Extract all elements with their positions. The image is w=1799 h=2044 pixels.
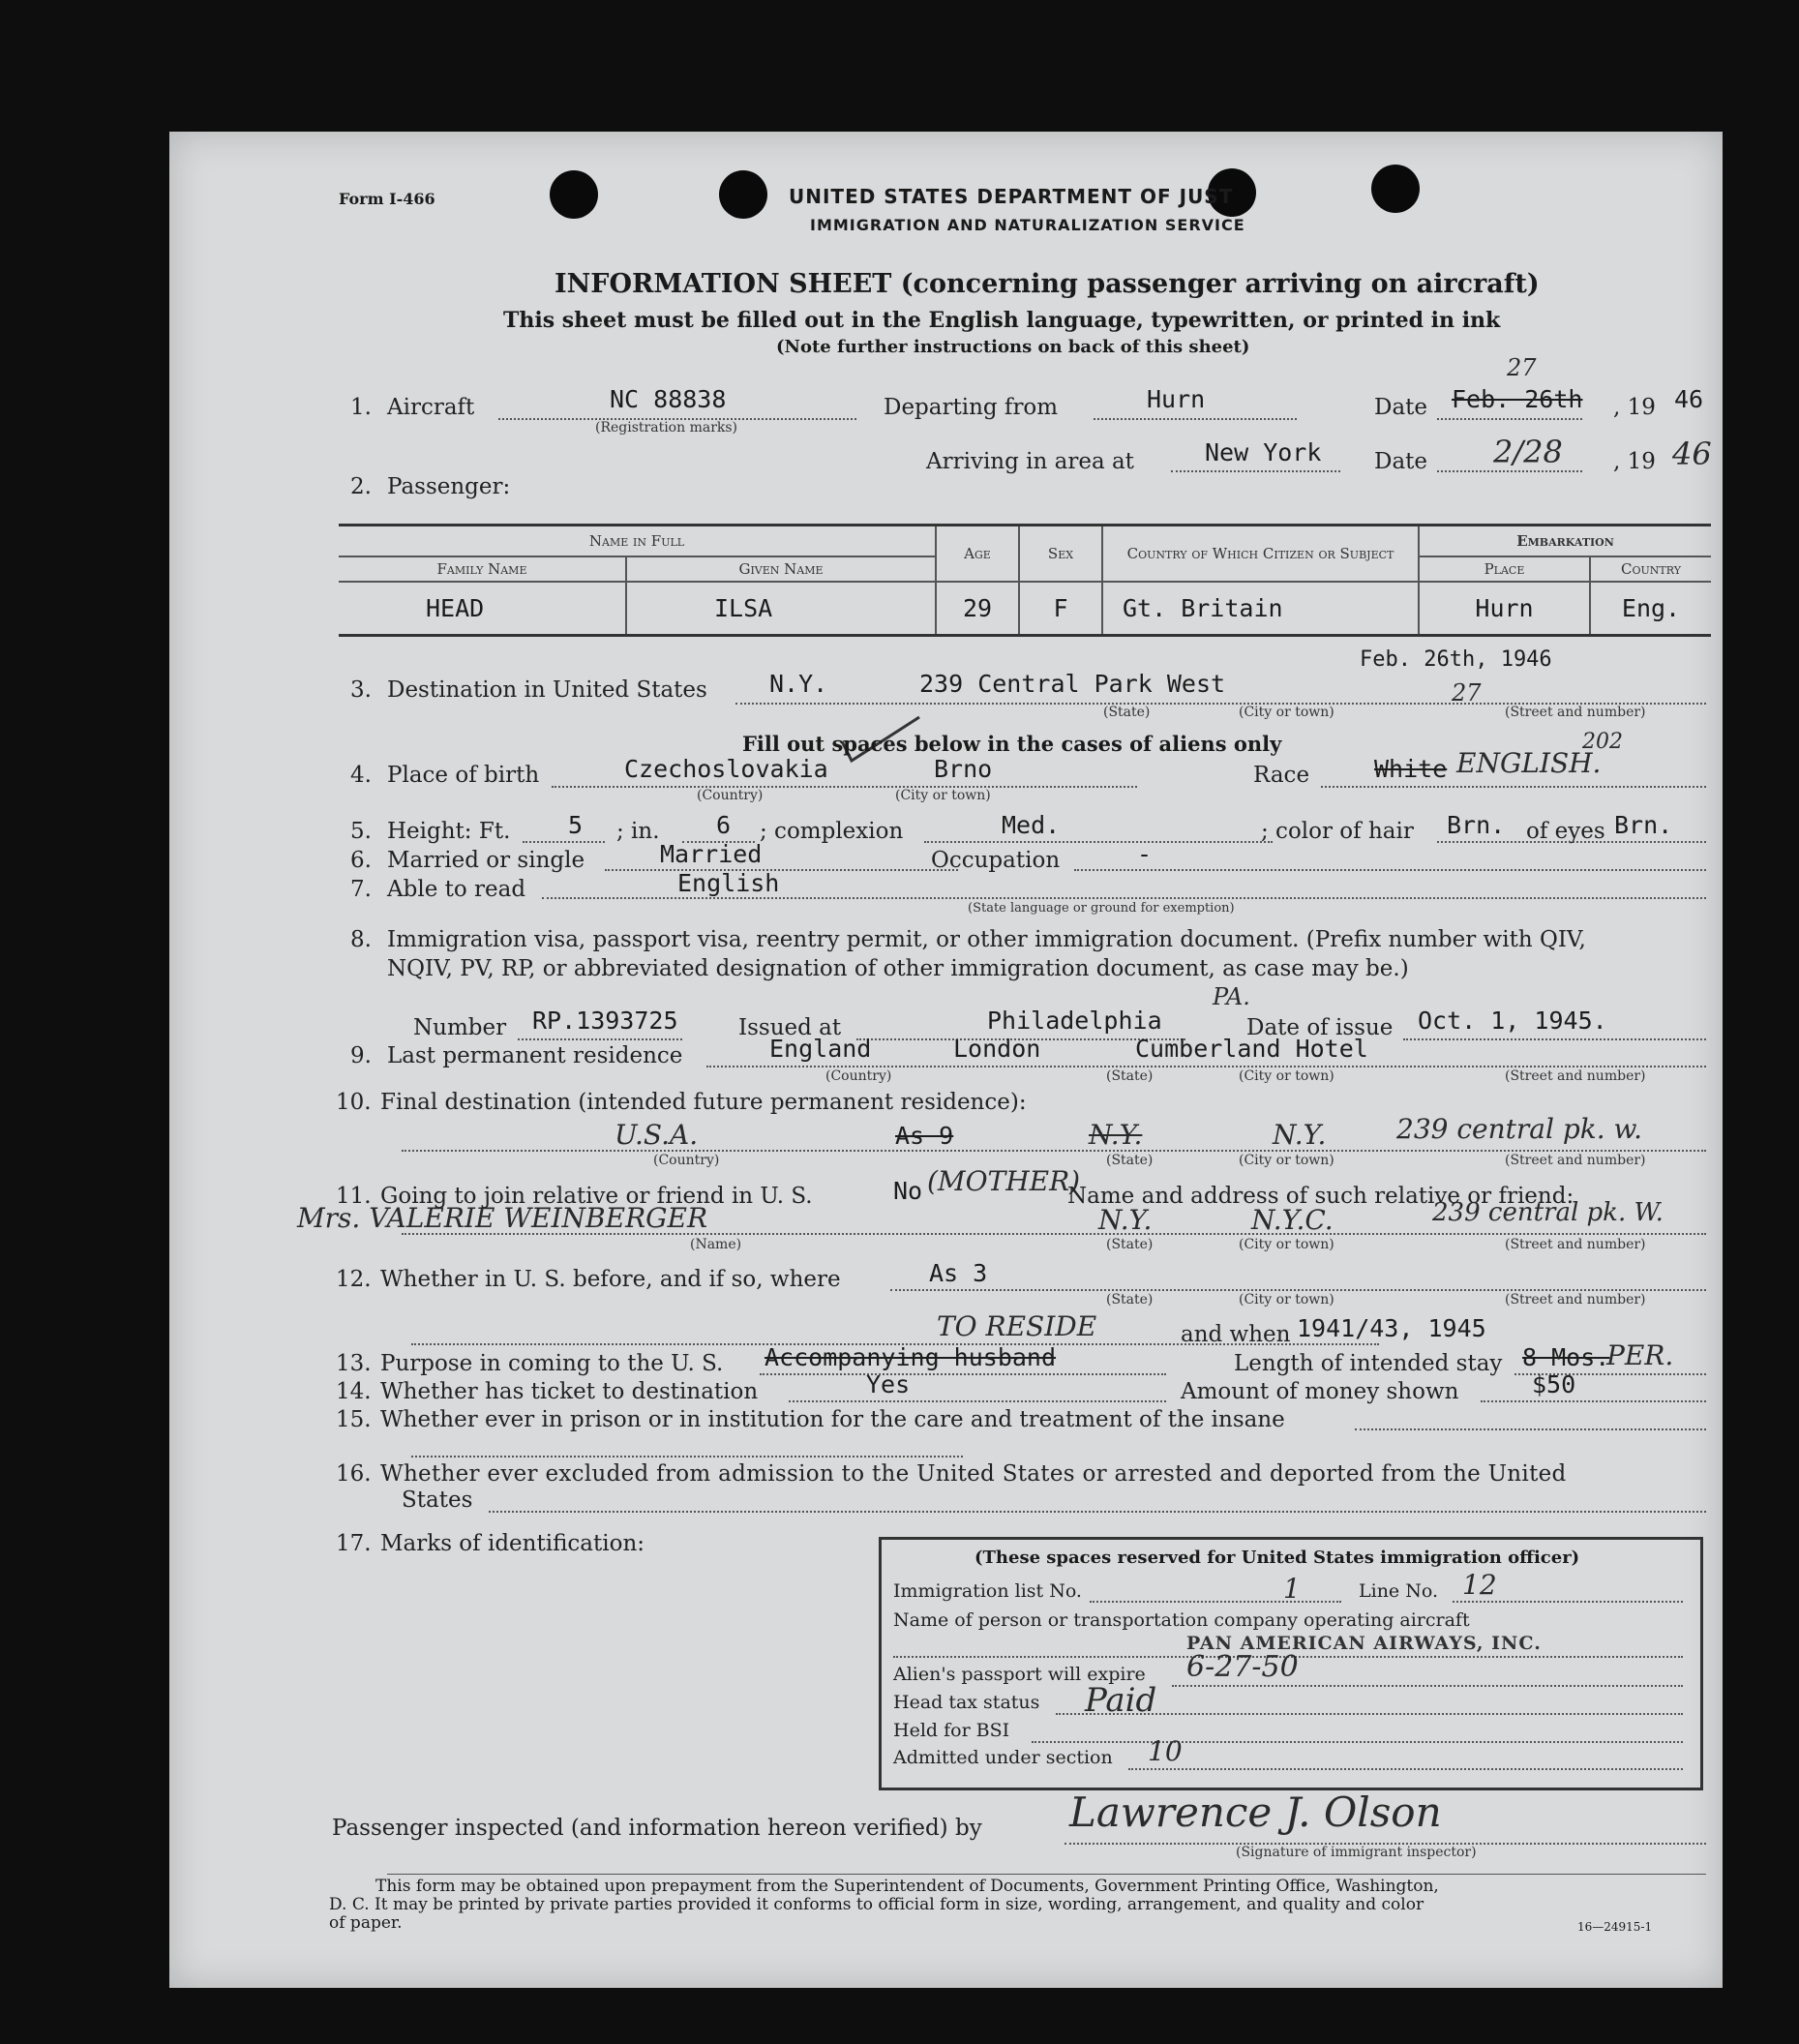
residence-label: Last permanent residence bbox=[387, 1043, 683, 1068]
departure-year: 46 bbox=[1674, 385, 1704, 413]
purpose-label: Purpose in coming to the U. S. bbox=[380, 1351, 724, 1376]
residence-state-caption: (State) bbox=[1106, 1068, 1154, 1084]
embark-country-cell: Eng. bbox=[1590, 582, 1711, 635]
when-value: 1941/43, 1945 bbox=[1297, 1314, 1486, 1342]
q3-number: 3. bbox=[350, 677, 372, 703]
read-caption: (State language or ground for exemption) bbox=[968, 901, 1235, 916]
marital-value: Married bbox=[660, 840, 763, 868]
arrival-date-label: Date bbox=[1374, 449, 1428, 474]
place-header: Place bbox=[1419, 556, 1590, 582]
hair-value: Brn. bbox=[1447, 811, 1506, 839]
relative-city-caption: (City or town) bbox=[1239, 1237, 1334, 1252]
section-value: 10 bbox=[1148, 1735, 1183, 1767]
citizen-cell: Gt. Britain bbox=[1102, 582, 1419, 635]
q10-number: 10. bbox=[336, 1090, 372, 1115]
q9-number: 9. bbox=[350, 1043, 372, 1068]
form-number: Form I-466 bbox=[339, 190, 435, 208]
final-street: 239 central pk. w. bbox=[1396, 1113, 1643, 1145]
eyes-value: Brn. bbox=[1614, 811, 1673, 839]
birth-city: Brno bbox=[934, 755, 993, 783]
visa-text-1: Immigration visa, passport visa, reentry permit, or other immigration document. (Prefix number with QIV, bbox=[387, 927, 1586, 952]
q16-number: 16. bbox=[336, 1461, 372, 1487]
q13-number: 13. bbox=[336, 1351, 372, 1376]
money-label: Amount of money shown bbox=[1181, 1379, 1459, 1404]
immigration-list-label: Immigration list No. bbox=[893, 1580, 1082, 1602]
visa-number: RP.1393725 bbox=[532, 1007, 678, 1035]
race-typed: White bbox=[1374, 755, 1448, 783]
q8-number: 8. bbox=[350, 927, 372, 952]
passport-expire-value: 6-27-50 bbox=[1186, 1650, 1299, 1684]
residence-city: Cumberland Hotel bbox=[1135, 1035, 1368, 1063]
departing-value: Hurn bbox=[1147, 385, 1206, 413]
departure-date-correction: 27 bbox=[1507, 354, 1537, 381]
instruction-line: This sheet must be filled out in the English language, typewritten, or printed in ink bbox=[503, 308, 1501, 333]
carrier-label: Name of person or transportation company operating aircraft bbox=[893, 1609, 1470, 1631]
q4-number: 4. bbox=[350, 763, 372, 788]
signature-caption: (Signature of immigrant inspector) bbox=[1236, 1845, 1477, 1860]
height-feet: 5 bbox=[568, 811, 584, 839]
hair-label: ; color of hair bbox=[1261, 819, 1414, 844]
q11-number: 11. bbox=[336, 1184, 372, 1209]
race-label: Race bbox=[1253, 763, 1310, 788]
birth-city-caption: (City or town) bbox=[895, 788, 991, 803]
issued-state: PA. bbox=[1213, 983, 1250, 1010]
punch-hole bbox=[550, 170, 598, 219]
punch-hole bbox=[1371, 165, 1420, 213]
punch-hole bbox=[719, 170, 767, 219]
relative-street: 239 central pk. W. bbox=[1432, 1198, 1664, 1227]
relative-hand: (MOTHER) bbox=[927, 1165, 1081, 1197]
arriving-label: Arriving in area at bbox=[926, 449, 1134, 474]
given-name-cell: ILSA bbox=[626, 582, 936, 635]
inspected-label: Passenger inspected (and information hereon verified) by bbox=[332, 1816, 982, 1841]
identification-label: Marks of identification: bbox=[380, 1531, 645, 1556]
occupation-value: - bbox=[1137, 840, 1153, 868]
visa-text-2: NQIV, PV, RP, or abbreviated designation of other immigration document, as case may be.) bbox=[387, 956, 1409, 981]
relative-typed: No bbox=[893, 1177, 923, 1205]
race-handwritten: ENGLISH. bbox=[1456, 747, 1602, 779]
relative-address-label: Name and address of such relative or friend: bbox=[1067, 1184, 1574, 1209]
visa-number-label: Number bbox=[413, 1015, 507, 1040]
footer-line-2: D. C. It may be printed by private parties provided it conforms to official form in size, wording, arrangement, and quality and color bbox=[329, 1895, 1424, 1914]
embark-place-cell: Hurn bbox=[1419, 582, 1590, 635]
issue-date: Oct. 1, 1945. bbox=[1418, 1007, 1607, 1035]
q14-number: 14. bbox=[336, 1379, 372, 1404]
eyes-label: of eyes bbox=[1526, 819, 1605, 844]
residence-street-caption: (Street and number) bbox=[1505, 1068, 1646, 1084]
previous-state-caption: (State) bbox=[1106, 1292, 1154, 1308]
final-street-caption: (Street and number) bbox=[1505, 1153, 1646, 1168]
residence-city-caption: (City or town) bbox=[1239, 1068, 1334, 1084]
marital-label: Married or single bbox=[387, 848, 585, 873]
q5-number: 5. bbox=[350, 819, 372, 844]
arrival-year-prefix: , 19 bbox=[1613, 449, 1656, 474]
final-state: N.Y. bbox=[1089, 1119, 1143, 1151]
destination-city-caption: (City or town) bbox=[1239, 705, 1334, 720]
agency-name: UNITED STATES DEPARTMENT OF JUST bbox=[789, 185, 1234, 208]
arriving-value: New York bbox=[1205, 438, 1322, 466]
footer-line-3: of paper. bbox=[329, 1913, 403, 1933]
destination-state-caption: (State) bbox=[1103, 705, 1151, 720]
issue-date-label: Date of issue bbox=[1246, 1015, 1394, 1040]
ticket-label: Whether has ticket to destination bbox=[380, 1379, 759, 1404]
final-city-caption: (City or town) bbox=[1239, 1153, 1334, 1168]
destination-label: Destination in United States bbox=[387, 677, 707, 703]
date-label: Date bbox=[1374, 395, 1428, 420]
q17-number: 17. bbox=[336, 1531, 372, 1556]
family-name-cell: HEAD bbox=[426, 593, 485, 622]
height-label: Height: Ft. bbox=[387, 819, 511, 844]
previous-city-caption: (City or town) bbox=[1239, 1292, 1334, 1308]
purpose-value: Accompanying husband bbox=[765, 1343, 1057, 1371]
excluded-label: Whether ever excluded from admission to the United States or arrested and deported from the United bbox=[380, 1461, 1567, 1487]
previous-stay-label: Whether in U. S. before, and if so, where bbox=[380, 1267, 841, 1292]
given-name-header: Given Name bbox=[626, 556, 936, 582]
birthplace-label: Place of birth bbox=[387, 763, 540, 788]
line-number-label: Line No. bbox=[1359, 1580, 1438, 1602]
relative-street-caption: (Street and number) bbox=[1505, 1237, 1646, 1252]
prison-label: Whether ever in prison or in institution for the care and treatment of the insane bbox=[380, 1407, 1285, 1432]
final-country-caption: (Country) bbox=[653, 1153, 720, 1168]
relative-name: Mrs. VALERIE WEINBERGER bbox=[297, 1202, 708, 1234]
head-tax-value: Paid bbox=[1085, 1681, 1157, 1720]
final-typed: As 9 bbox=[895, 1122, 954, 1150]
relative-city: N.Y.C. bbox=[1251, 1204, 1334, 1236]
instruction-note: (Note further instructions on back of this sheet) bbox=[776, 337, 1250, 357]
age-cell: 29 bbox=[936, 582, 1019, 635]
date-note: Feb. 26th, 1946 bbox=[1360, 647, 1552, 672]
country-header: Country bbox=[1590, 556, 1711, 582]
name-in-full-header: Name in Full bbox=[588, 532, 685, 550]
head-tax-label: Head tax status bbox=[893, 1692, 1040, 1713]
issued-value: Philadelphia bbox=[987, 1007, 1162, 1035]
birth-country-caption: (Country) bbox=[697, 788, 764, 803]
read-value: English bbox=[677, 869, 780, 897]
residence-country-caption: (Country) bbox=[825, 1068, 892, 1084]
complexion-label: ; complexion bbox=[760, 819, 904, 844]
residence-country: England bbox=[769, 1035, 872, 1063]
q2-number: 2. bbox=[350, 474, 372, 499]
departing-label: Departing from bbox=[884, 395, 1059, 420]
bsi-label: Held for BSI bbox=[893, 1720, 1010, 1741]
stay-typed: 8 Mos. bbox=[1522, 1343, 1610, 1371]
money-value: $50 bbox=[1532, 1370, 1576, 1398]
when-label: and when bbox=[1181, 1322, 1291, 1347]
form-sheet bbox=[169, 132, 1723, 1988]
previous-stay-value: As 3 bbox=[929, 1259, 988, 1287]
reside-note: TO RESIDE bbox=[937, 1310, 1097, 1342]
relative-state: N.Y. bbox=[1098, 1204, 1153, 1236]
line-number-value: 12 bbox=[1462, 1569, 1497, 1601]
section-label: Admitted under section bbox=[893, 1747, 1113, 1768]
officer-box-title: (These spaces reserved for United States immigration officer) bbox=[974, 1548, 1580, 1568]
arrival-date: 2/28 bbox=[1493, 434, 1563, 470]
stay-label: Length of intended stay bbox=[1234, 1351, 1503, 1376]
birth-country: Czechoslovakia bbox=[624, 755, 828, 783]
relative-label: Going to join relative or friend in U. S. bbox=[380, 1184, 813, 1209]
age-header: Age bbox=[936, 526, 1019, 583]
race-note: 202 bbox=[1582, 730, 1623, 754]
aliens-note: Fill out spaces below in the cases of aliens only bbox=[742, 732, 1282, 756]
aircraft-label: Aircraft bbox=[387, 395, 475, 420]
final-city: N.Y. bbox=[1273, 1119, 1327, 1151]
final-country: U.S.A. bbox=[615, 1119, 699, 1151]
destination-street: 239 Central Park West bbox=[919, 670, 1226, 698]
print-code: 16—24915-1 bbox=[1577, 1920, 1653, 1934]
final-destination-label: Final destination (intended future permanent residence): bbox=[380, 1090, 1027, 1115]
complexion-value: Med. bbox=[1002, 811, 1061, 839]
sex-header: Sex bbox=[1019, 526, 1102, 583]
registration-caption: (Registration marks) bbox=[595, 420, 738, 436]
passenger-table bbox=[339, 524, 1711, 637]
passport-expire-label: Alien's passport will expire bbox=[893, 1664, 1146, 1685]
issued-label: Issued at bbox=[738, 1015, 842, 1040]
q6-number: 6. bbox=[350, 848, 372, 873]
officer-box bbox=[879, 1537, 1703, 1790]
carrier-stamp: PAN AMERICAN AIRWAYS, INC. bbox=[1186, 1633, 1542, 1654]
final-state-caption: (State) bbox=[1106, 1153, 1154, 1168]
inspector-signature: Lawrence J. Olson bbox=[1069, 1788, 1442, 1836]
q7-number: 7. bbox=[350, 877, 372, 902]
height-inches-label: ; in. bbox=[616, 819, 660, 844]
occupation-label: Occupation bbox=[931, 848, 1061, 873]
destination-state: N.Y. bbox=[769, 670, 828, 698]
sheet-heading: INFORMATION SHEET (concerning passenger arriving on aircraft) bbox=[555, 269, 1540, 299]
residence-state: London bbox=[953, 1035, 1041, 1063]
passenger-label: Passenger: bbox=[387, 474, 511, 499]
ticket-value: Yes bbox=[866, 1370, 911, 1398]
stay-hand: PER. bbox=[1606, 1339, 1674, 1371]
q15-number: 15. bbox=[336, 1407, 372, 1432]
relative-name-caption: (Name) bbox=[690, 1237, 742, 1252]
read-label: Able to read bbox=[387, 877, 526, 902]
q12-number: 12. bbox=[336, 1267, 372, 1292]
previous-street-caption: (Street and number) bbox=[1505, 1292, 1646, 1308]
family-name-header: Family Name bbox=[339, 556, 626, 582]
relative-state-caption: (State) bbox=[1106, 1237, 1154, 1252]
footer-line-1: This form may be obtained upon prepayment from the Superintendent of Documents, Government Printing Office, Washington, bbox=[375, 1877, 1439, 1896]
departure-year-prefix: , 19 bbox=[1613, 395, 1656, 420]
excluded-label-2: States bbox=[402, 1488, 473, 1513]
aircraft-value: NC 88838 bbox=[610, 385, 727, 413]
destination-street-caption: (Street and number) bbox=[1505, 705, 1646, 720]
arrival-year: 46 bbox=[1672, 436, 1712, 472]
departure-date: Feb. 26th bbox=[1452, 385, 1583, 413]
height-inches: 6 bbox=[716, 811, 732, 839]
service-name: IMMIGRATION AND NATURALIZATION SERVICE bbox=[810, 216, 1245, 234]
citizen-header: Country of Which Citizen or Subject bbox=[1102, 526, 1419, 583]
sex-cell: F bbox=[1019, 582, 1102, 635]
date-note-correction: 27 bbox=[1452, 679, 1482, 706]
immigration-list-value: 1 bbox=[1283, 1573, 1301, 1605]
q1-number: 1. bbox=[350, 395, 372, 420]
embarkation-header: Embarkation bbox=[1419, 526, 1711, 557]
